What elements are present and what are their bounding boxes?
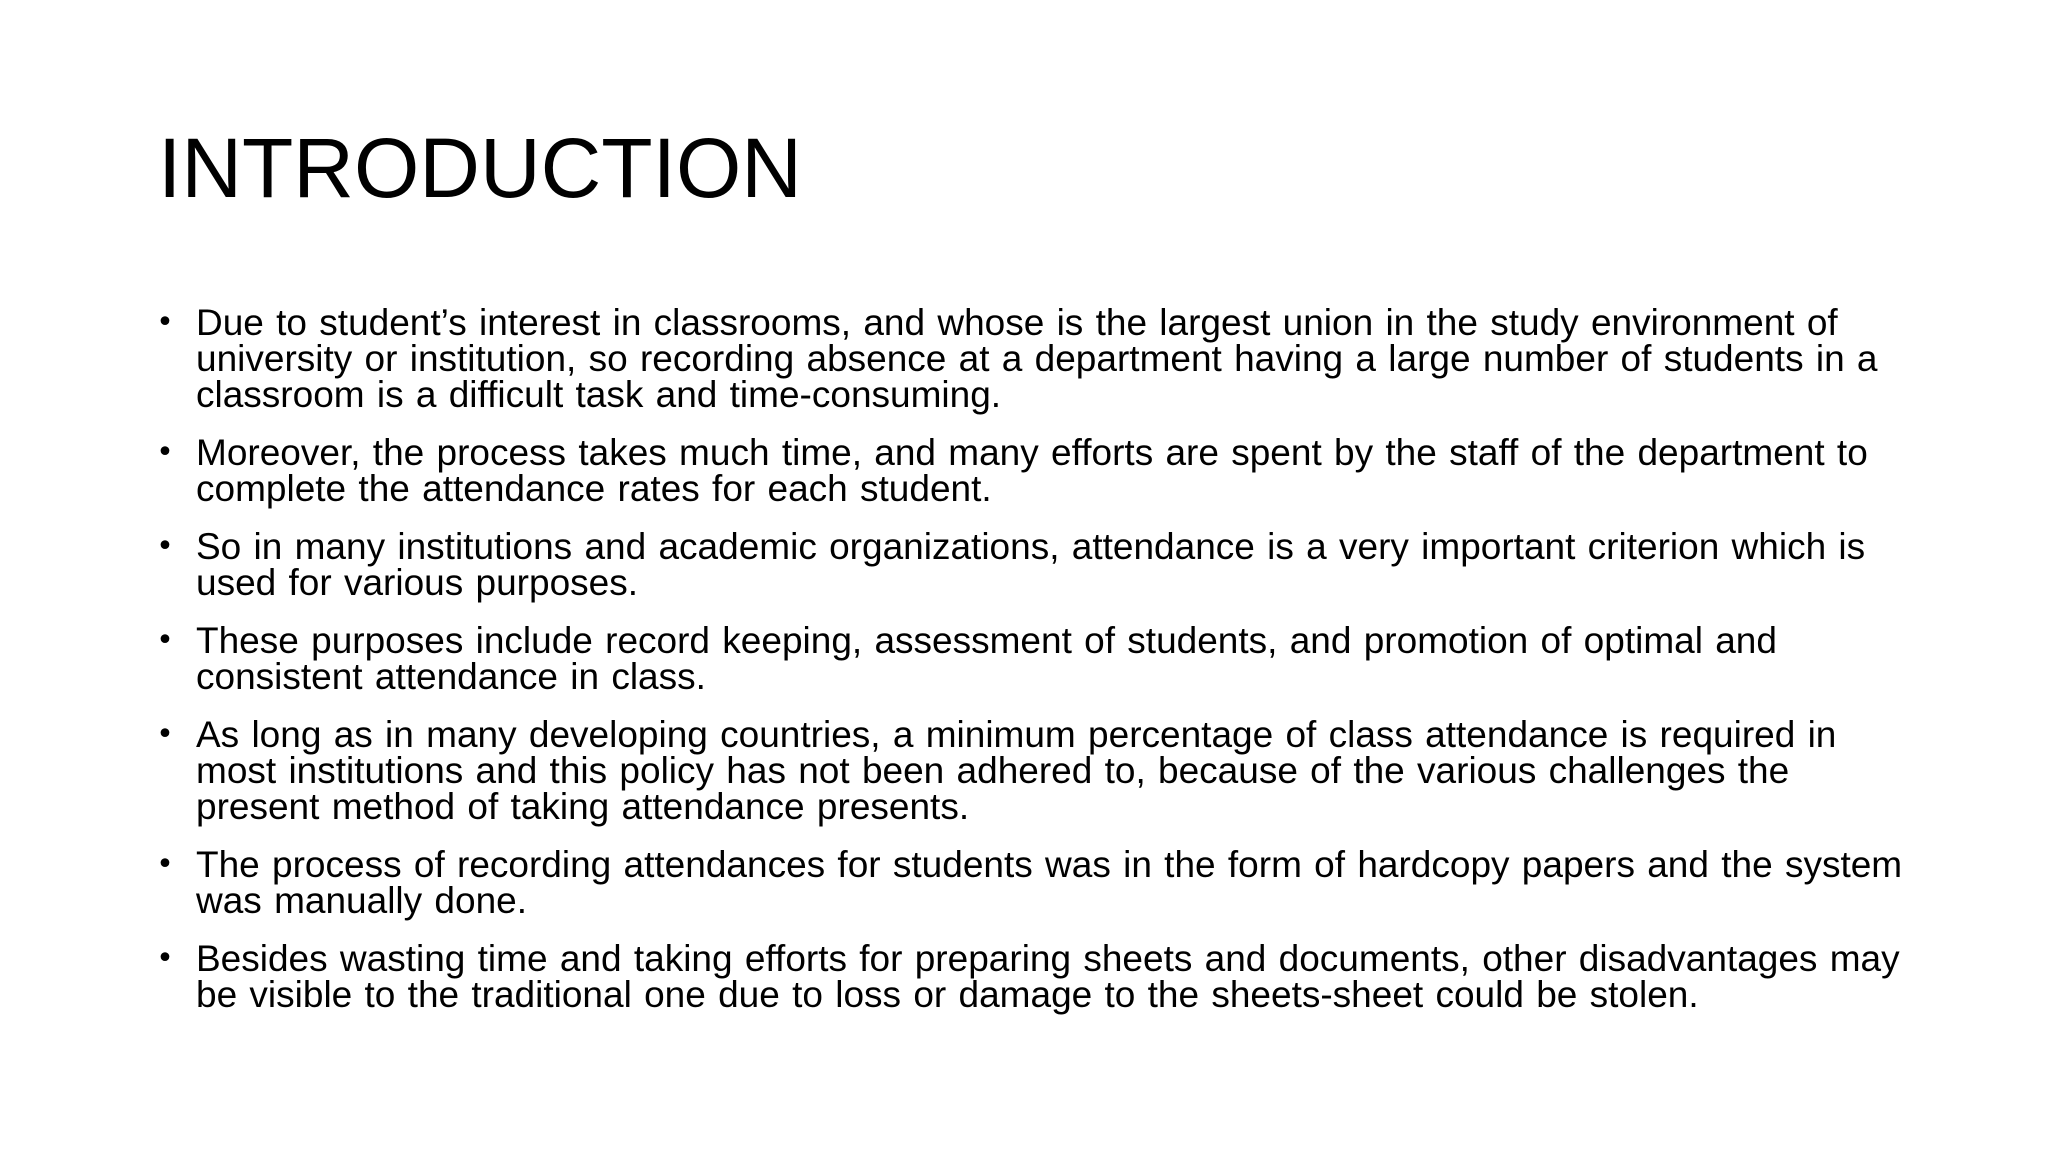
bullet-icon: • <box>156 529 174 564</box>
bullet-icon: • <box>156 717 174 752</box>
bullet-list <box>150 302 1920 1035</box>
slide-title: INTRODUCTION <box>158 121 802 215</box>
bullet-item-3 <box>150 526 1920 603</box>
bullet-icon: • <box>156 941 174 976</box>
bullet-icon: • <box>156 435 174 470</box>
bullet-text: These purposes include record keeping, assessment of students, and promotion of optimal and consistent attendance in class. <box>196 620 1777 697</box>
bullet-icon: • <box>156 623 174 658</box>
bullet-icon: • <box>156 305 174 340</box>
bullet-text: Besides wasting time and taking efforts for preparing sheets and documents, other disadvantages may be visible to the traditional one due to loss or damage to the sheets-sheet could be stolen. <box>196 938 1900 1015</box>
bullet-text: So in many institutions and academic organizations, attendance is a very important criterion which is used for various purposes. <box>196 526 1866 603</box>
bullet-item-1 <box>150 302 1920 415</box>
bullet-item-6 <box>150 844 1920 921</box>
bullet-text: Moreover, the process takes much time, and many efforts are spent by the staff of the department to complete the attendance rates for each student. <box>196 432 1868 509</box>
bullet-text: As long as in many developing countries, a minimum percentage of class attendance is required in most institutions and this policy has not been adhered to, because of the various challenges the present method of taking attendance presents. <box>196 714 1837 827</box>
bullet-item-2 <box>150 432 1920 509</box>
bullet-text: The process of recording attendances for students was in the form of hardcopy papers and the system was manually done. <box>196 844 1903 921</box>
bullet-item-7 <box>150 938 1920 1015</box>
bullet-item-4 <box>150 620 1920 697</box>
bullet-text: Due to student’s interest in classrooms, and whose is the largest union in the study environment of university or institution, so recording absence at a department having a large number of students in a classroom is a difficult task and time-consuming. <box>196 302 1878 415</box>
bullet-icon: • <box>156 847 174 882</box>
bullet-item-5 <box>150 714 1920 827</box>
